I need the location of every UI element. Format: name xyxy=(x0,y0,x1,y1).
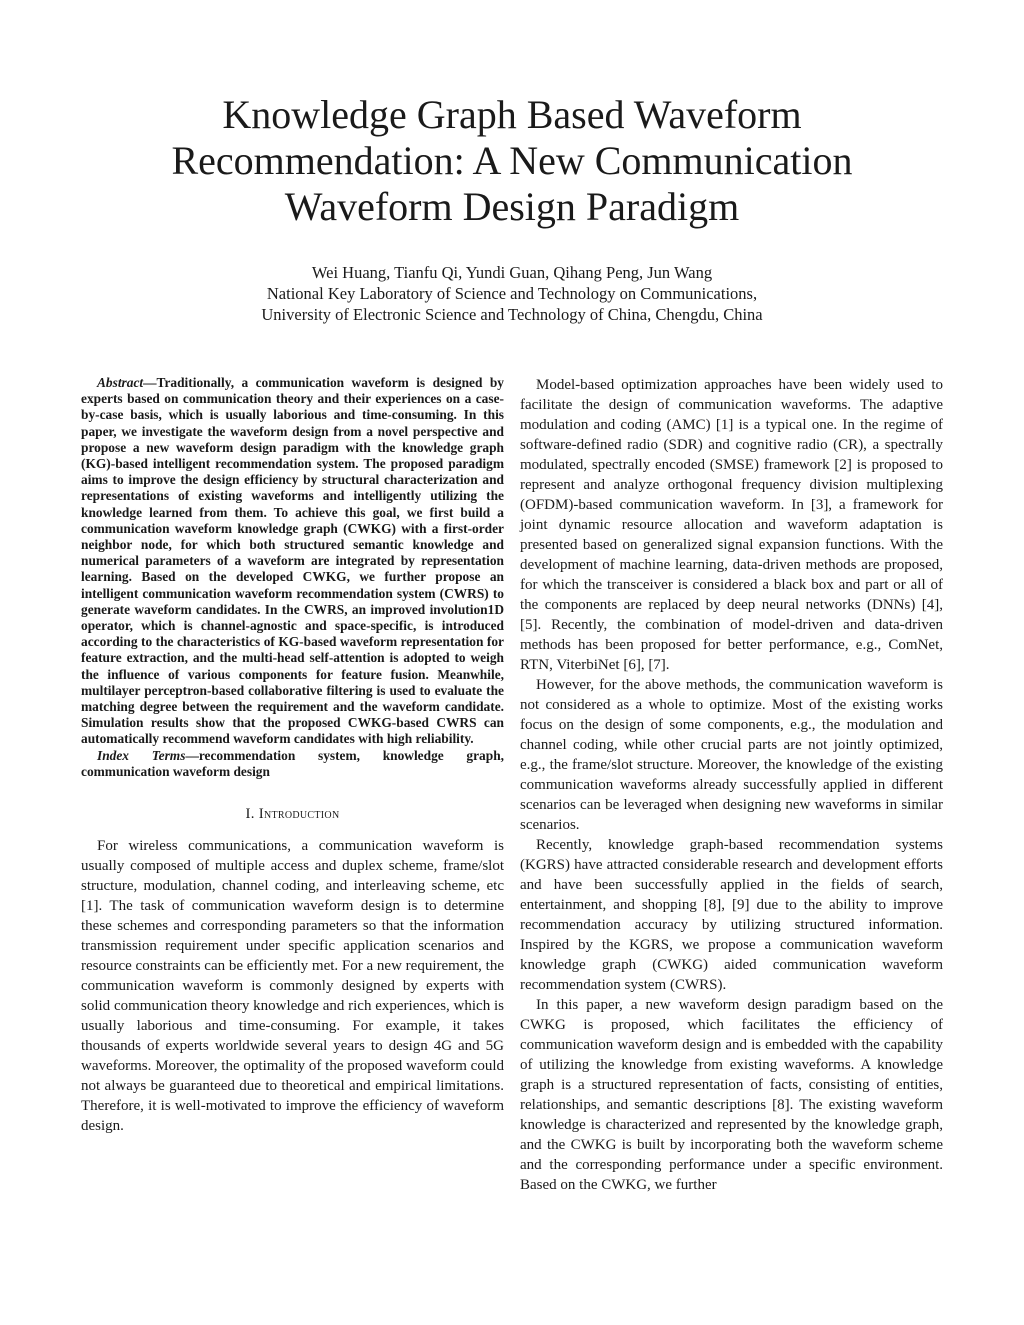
title-line: Knowledge Graph Based Waveform xyxy=(222,92,802,137)
section-heading: I. Introduction xyxy=(245,806,340,823)
right-column xyxy=(520,375,943,1195)
abstract-text: —Traditionally, a communication waveform is designed by experts based on communication theory and their experiences on a case-by-case basis, which is usually laborious and time-consuming. In this paper, we investigate the waveform design from a novel perspective and propose a new waveform design paradigm with the knowledge graph (KG)-based intelligent recommendation system. The proposed paradigm aims to improve the design efficiency by structural characterization and representations of existing waveforms and intelligently utilizing the knowledge learned from them. To achieve this goal, we first build a communication waveform knowledge graph (CWKG) with a first-order neighbor node, for which both structured semantic knowledge and numerical parameters of a waveform are integrated by representation learning. Based on the developed CWKG, we further propose an intelligent communication waveform recommendation system (CWRS) to generate waveform candidates. In the CWRS, an improved involution1D operator, which is channel-agnostic and space-specific, is introduced according to the characteristics of KG-based waveform representation for feature extraction, and the multi-head self-attention is adopted to weigh the influence of various components for feature fusion. Meanwhile, multilayer perceptron-based collaborative filtering is used to evaluate the matching degree between the requirement and the waveform candidate. Simulation results show that the proposed CWKG-based CWRS can automatically recommend waveform candidates with high reliability. xyxy=(81,375,504,747)
abstract-lead: Abstract xyxy=(97,375,144,390)
author-block xyxy=(60,262,964,325)
body-paragraph: Model-based optimization approaches have been widely used to facilitate the design of communication waveforms. The adaptive modulation and coding (AMC) [1] is a typical one. In the regime of software-defined radio (SDR) and cognitive radio (CR), a spectrally modulated, spectrally encoded (SMSE) framework [2] is proposed to represent and analyze orthogonal frequency division multiplexing (OFDM)-based communication waveform. In [3], a framework for joint dynamic resource allocation and waveform adaptation is presented based on generalized signal expansion functions. With the development of machine learning, data-driven methods are proposed, for which the transceiver is considered a black box and part or all of the components are replaced by deep neural networks (DNNs) [4], [5]. Recently, the combination of model-driven and data-driven methods has been proposed for better performance, e.g., ComNet, RTN, ViterbiNet [6], [7]. xyxy=(520,377,943,673)
index-terms-text: —recommendation system, knowledge graph, communication waveform design xyxy=(81,747,504,779)
paper-title xyxy=(60,92,964,230)
author-names: Wei Huang, Tianfu Qi, Yundi Guan, Qihang Peng, Jun Wang xyxy=(311,263,713,282)
left-column xyxy=(81,375,504,1136)
body-paragraph: However, for the above methods, the communication waveform is not considered as a whole to optimize. Most of the existing works focus on the design of some components, e.g., the modulation and channel coding, while other crucial parts are not jointly optimized, e.g., the frame/slot structure. Moreover, the knowledge of the existing communication waveforms already successfully applied in different scenarios can be leveraged when designing new waveforms in similar scenarios. xyxy=(520,677,943,833)
body-paragraph: Recently, knowledge graph-based recommendation systems (KGRS) have attracted considerable research and development efforts and have been successfully applied in the fields of search, entertainment, and shopping [8], [9] due to the ability to improve recommendation accuracy by utilizing structured information. Inspired by the KGRS, we propose a communication waveform knowledge graph (CWKG) aided communication waveform recommendation system (CWRS). xyxy=(520,837,943,993)
abstract xyxy=(81,375,504,748)
affiliation-line: University of Electronic Science and Technology of China, Chengdu, China xyxy=(261,305,763,324)
title-line: Recommendation: A New Communication xyxy=(171,138,853,183)
title-line: Waveform Design Paradigm xyxy=(284,184,740,229)
index-terms-lead: Index Terms xyxy=(97,747,186,763)
body-paragraph: For wireless communications, a communication waveform is usually composed of multiple access and duplex scheme, frame/slot structure, modulation, channel coding, and interleaving scheme, etc [1]. The task of communication waveform design is to determine these schemes and corresponding parameters so that the information transmission requirement under specific application scenarios and resource constraints can be efficiently met. For a new requirement, the communication waveform is commonly designed by experts with solid communication theory knowledge and rich experiences, which is usually laborious and time-consuming. For example, it takes thousands of experts worldwide several years to design 4G and 5G waveforms. Moreover, the optimality of the proposed waveform could not always be guaranteed due to theoretical and empirical limitations. Therefore, it is well-motivated to improve the efficiency of waveform design. xyxy=(81,838,504,1135)
index-terms xyxy=(81,748,504,780)
affiliation-line: National Key Laboratory of Science and Technology on Communications, xyxy=(266,284,758,303)
body-paragraph: In this paper, a new waveform design paradigm based on the CWKG is proposed, which facilitates the efficiency of communication waveform design and is embedded with the capability of utilizing the knowledge from existing waveforms. A knowledge graph is a structured representation of facts, consisting of entities, relationships, and semantic descriptions [8]. The existing waveform knowledge is characterized and represented by the knowledge graph, and the CWKG is built by incorporating both the waveform scheme and the corresponding performance under a specific environment. Based on the CWKG, we further xyxy=(520,997,943,1193)
